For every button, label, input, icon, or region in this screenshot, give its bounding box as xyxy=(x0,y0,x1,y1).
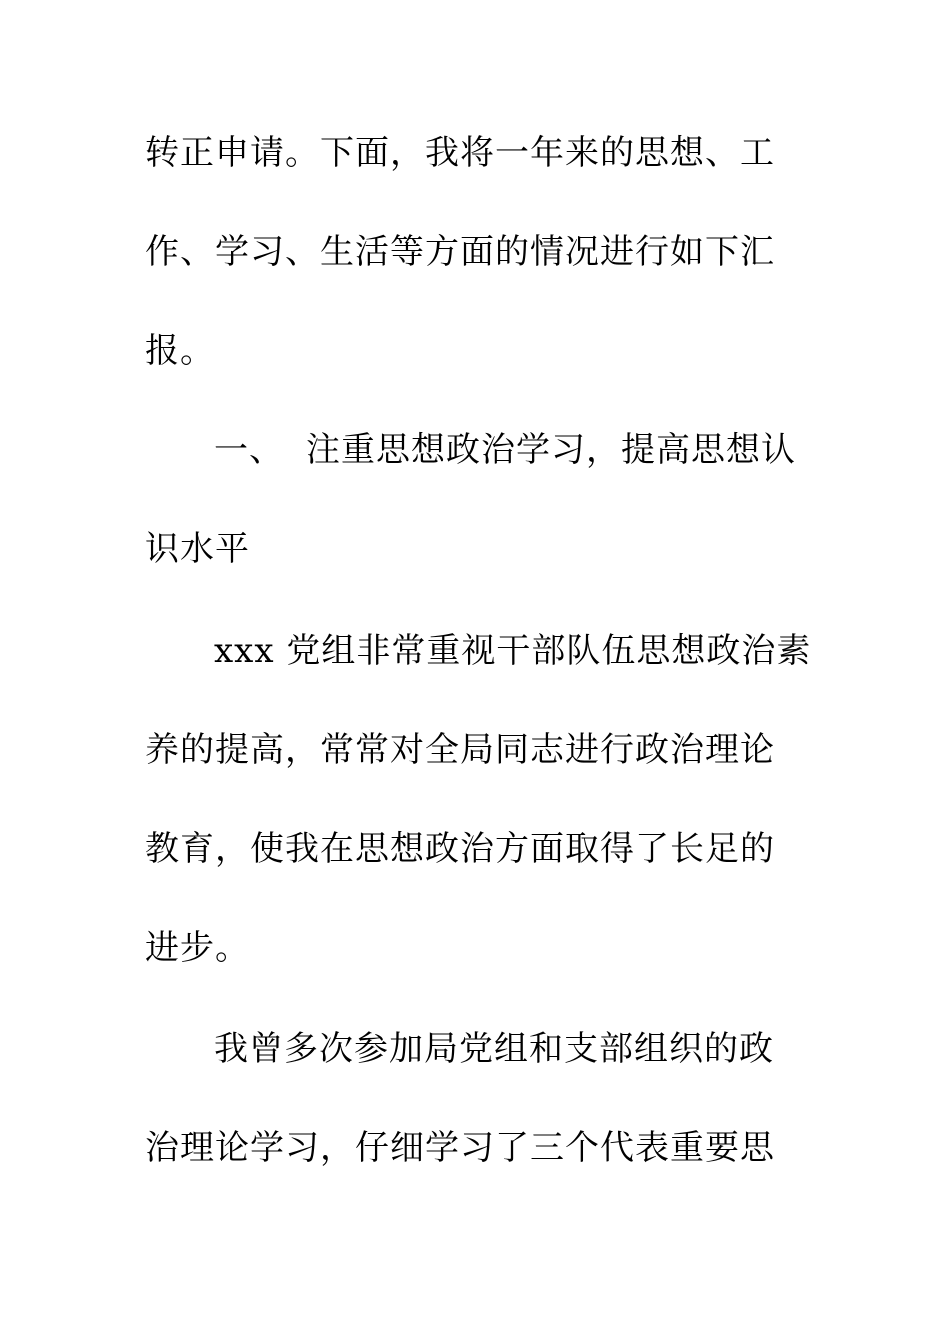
text-line: 我曾多次参加局党组和支部组织的政 xyxy=(214,1029,774,1069)
section-title: 注重思想政治学习，提高思想认 xyxy=(306,430,796,470)
text-line: 作、学习、生活等方面的情况进行如下汇 xyxy=(145,232,775,272)
text-line: 进步。 xyxy=(145,928,250,968)
text-line: 报。 xyxy=(145,331,215,371)
text-line: 识水平 xyxy=(145,529,250,569)
section-heading xyxy=(214,425,894,475)
text-line: 养的提高，常常对全局同志进行政治理论 xyxy=(145,730,775,770)
section-number: 一、 xyxy=(214,430,284,470)
text-line: 治理论学习，仔细学习了三个代表重要思 xyxy=(145,1128,775,1168)
text-line: 教育，使我在思想政治方面取得了长足的 xyxy=(145,829,775,869)
text-line: xxx 党组非常重视干部队伍思想政治素 xyxy=(214,631,812,671)
text-line: 转正申请。下面，我将一年来的思想、工 xyxy=(145,133,775,173)
